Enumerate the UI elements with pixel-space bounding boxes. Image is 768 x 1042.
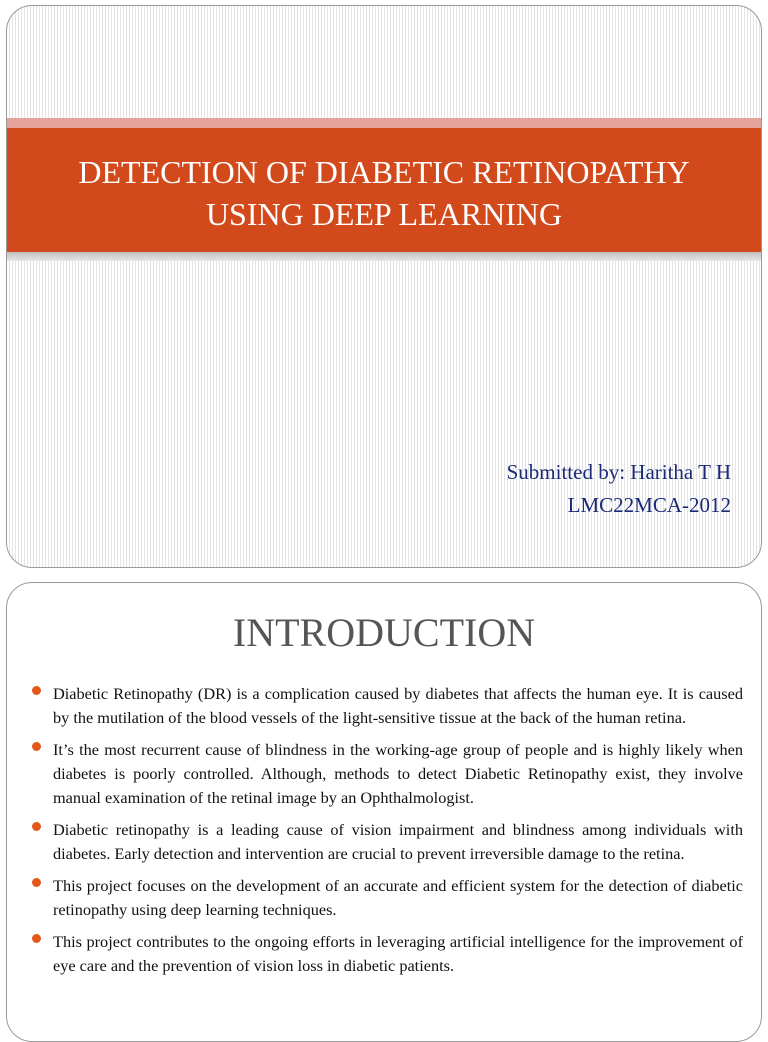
introduction-heading: INTRODUCTION bbox=[232, 610, 536, 655]
title-band-accent bbox=[7, 118, 761, 128]
list-item bbox=[31, 738, 743, 810]
registration-number: LMC22MCA-2012 bbox=[567, 493, 731, 517]
bullet-point-icon bbox=[32, 822, 41, 831]
bullet-text: Diabetic Retinopathy (DR) is a complication caused by diabetes that affects the human eye. It is caused by the mutilation of the blood vessels of the light-sensitive tissue at the back of the human retina. bbox=[53, 684, 743, 727]
bullet-text: Diabetic retinopathy is a leading cause of vision impairment and blindness among individuals with diabetes. Early detection and intervention are crucial to prevent irreversible damage to the retina. bbox=[53, 820, 743, 863]
title-band-shadow bbox=[7, 252, 761, 261]
bullet-point-icon bbox=[32, 878, 41, 887]
title-slide bbox=[6, 5, 762, 568]
bullet-point-icon bbox=[32, 934, 41, 943]
list-item bbox=[31, 682, 743, 730]
slide-title bbox=[7, 151, 761, 235]
bullet-text: It’s the most recurrent cause of blindness in the working-age group of people and is highly likely when diabetes is poorly controlled. Although, methods to detect Diabetic Retinopathy exist, they involve manual examination of the retinal image by an Ophthalmologist. bbox=[53, 740, 743, 807]
submitted-info bbox=[507, 456, 731, 522]
bullet-text: This project focuses on the development of an accurate and efficient system for the detection of diabetic retinopathy using deep learning techniques. bbox=[53, 876, 743, 919]
bullet-text: This project contributes to the ongoing efforts in leveraging artificial intelligence for the improvement of eye care and the prevention of vision loss in diabetic patients. bbox=[53, 932, 743, 975]
list-item bbox=[31, 930, 743, 978]
slide-title-line-2: USING DEEP LEARNING bbox=[205, 196, 563, 232]
list-item bbox=[31, 874, 743, 922]
slide-title-line-1: DETECTION OF DIABETIC RETINOPATHY bbox=[78, 154, 690, 190]
bullet-point-icon bbox=[32, 742, 41, 751]
submitted-by: Submitted by: Haritha T H bbox=[506, 460, 731, 484]
bullet-point-icon bbox=[32, 686, 41, 695]
list-item bbox=[31, 818, 743, 866]
introduction-slide bbox=[6, 582, 762, 1042]
bullet-list bbox=[31, 682, 743, 986]
